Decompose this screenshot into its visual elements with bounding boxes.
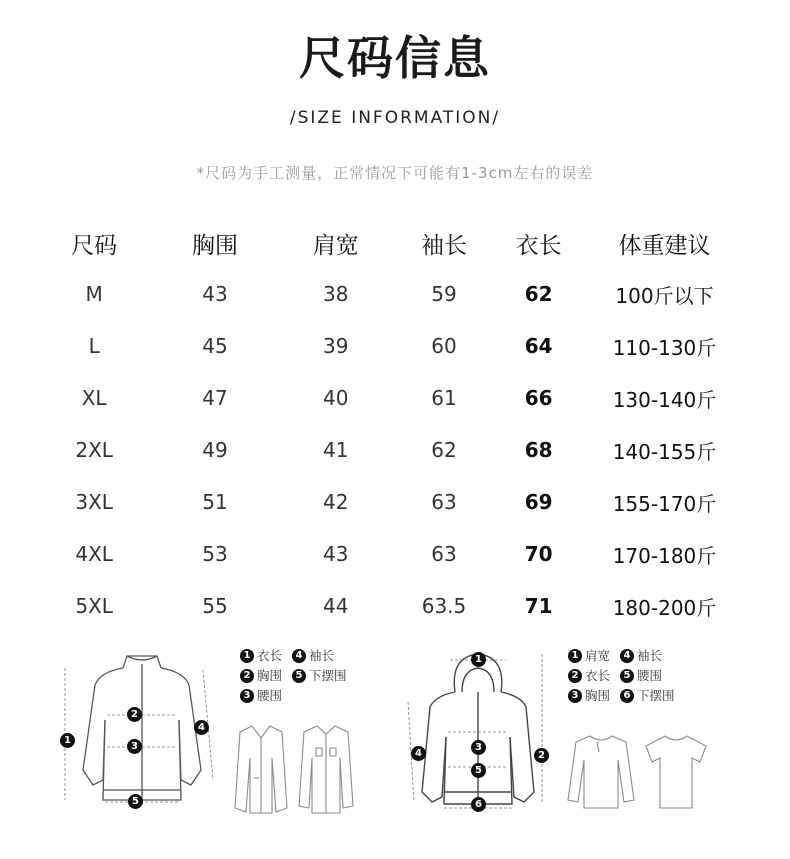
header-shoulder: 肩宽 (312, 232, 359, 259)
marker-3: 3 (471, 740, 486, 755)
cell-sleeve: 63.5 (421, 594, 467, 618)
legend-number: 5 (620, 669, 634, 683)
page-subtitle: /SIZE INFORMATION/ (289, 108, 501, 128)
marker-6: 6 (471, 797, 486, 812)
cell-length: 68 (524, 438, 553, 462)
cell-length: 69 (524, 490, 553, 514)
table-row (40, 424, 750, 476)
legend-left (240, 646, 347, 706)
legend-number: 2 (568, 669, 582, 683)
cell-shoulder: 42 (323, 490, 349, 514)
cell-size: 2XL (75, 438, 113, 462)
header-length: 衣长 (515, 232, 562, 259)
long-sleeve-tee-sketch-icon (564, 730, 638, 810)
header-weight: 体重建议 (618, 232, 711, 259)
table-row (40, 580, 750, 632)
marker-2: 2 (534, 748, 549, 763)
cell-length: 66 (524, 386, 553, 410)
cell-weight: 140-155斤 (612, 439, 717, 464)
cell-length: 70 (524, 542, 553, 566)
marker-1: 1 (60, 733, 75, 748)
cell-size: 4XL (75, 542, 113, 566)
cell-size: M (85, 282, 103, 306)
legend-label: 肩宽 (585, 648, 611, 663)
size-table (40, 218, 750, 632)
cell-sleeve: 59 (431, 282, 457, 306)
marker-4: 4 (194, 720, 209, 735)
tshirt-sketch-icon (640, 730, 712, 810)
cell-size: 5XL (75, 594, 113, 618)
legend-label: 下摆围 (637, 688, 675, 703)
legend-number: 1 (240, 649, 254, 663)
legend-label: 衣长 (257, 648, 283, 663)
legend-right (568, 646, 675, 706)
table-header-row (40, 218, 750, 268)
cell-sleeve: 61 (431, 386, 457, 410)
hoodie-measurement-diagram (400, 642, 560, 817)
legend-number: 2 (240, 669, 254, 683)
cell-weight: 180-200斤 (612, 595, 717, 620)
cell-shoulder: 43 (323, 542, 349, 566)
marker-1: 1 (471, 652, 486, 667)
header-chest: 胸围 (192, 232, 239, 259)
legend-number: 3 (240, 689, 254, 703)
cell-length: 64 (524, 334, 553, 358)
cell-weight: 100斤以下 (615, 283, 714, 308)
cell-chest: 49 (202, 438, 228, 462)
cell-sleeve: 63 (431, 490, 457, 514)
cell-shoulder: 38 (323, 282, 349, 306)
page-title: 尺码信息 (299, 31, 491, 85)
legend-number: 3 (568, 689, 582, 703)
cell-weight: 110-130斤 (612, 335, 717, 360)
cell-sleeve: 62 (431, 438, 457, 462)
legend-label: 胸围 (585, 688, 611, 703)
legend-number: 4 (292, 649, 306, 663)
legend-label: 袖长 (637, 648, 663, 663)
table-row (40, 268, 750, 320)
cell-length: 62 (524, 282, 553, 306)
shirt-sketch-icon (296, 718, 356, 816)
cell-shoulder: 39 (323, 334, 349, 358)
cell-chest: 51 (202, 490, 228, 514)
marker-3: 3 (127, 739, 142, 754)
legend-label: 下摆围 (309, 668, 347, 683)
legend-label: 胸围 (257, 668, 283, 683)
table-row (40, 320, 750, 372)
cell-chest: 47 (202, 386, 228, 410)
cell-chest: 55 (202, 594, 228, 618)
legend-number: 5 (292, 669, 306, 683)
cell-shoulder: 40 (323, 386, 349, 410)
legend-number: 4 (620, 649, 634, 663)
cell-sleeve: 63 (431, 542, 457, 566)
legend-label: 腰围 (257, 688, 283, 703)
marker-5: 5 (128, 794, 143, 809)
cell-weight: 130-140斤 (612, 387, 717, 412)
legend-label: 腰围 (637, 668, 663, 683)
legend-label: 衣长 (585, 668, 611, 683)
cell-weight: 155-170斤 (612, 491, 717, 516)
cell-length: 71 (524, 594, 553, 618)
header-sleeve: 袖长 (420, 232, 467, 259)
cell-size: L (88, 334, 100, 358)
table-row (40, 528, 750, 580)
cell-chest: 53 (202, 542, 228, 566)
cell-chest: 43 (202, 282, 228, 306)
legend-number: 6 (620, 689, 634, 703)
cell-sleeve: 60 (431, 334, 457, 358)
marker-5: 5 (471, 763, 486, 778)
marker-4: 4 (411, 746, 426, 761)
cell-shoulder: 41 (323, 438, 349, 462)
cell-size: XL (81, 386, 107, 410)
table-row (40, 476, 750, 528)
legend-number: 1 (568, 649, 582, 663)
cell-chest: 45 (202, 334, 228, 358)
legend-label: 袖长 (309, 648, 335, 663)
cell-size: 3XL (75, 490, 113, 514)
cell-weight: 170-180斤 (612, 543, 717, 568)
header-size: 尺码 (71, 232, 118, 259)
blazer-sketch-icon (232, 718, 290, 816)
measurement-note: *尺码为手工测量，正常情况下可能有1-3cm左右的误差 (196, 164, 594, 182)
marker-2: 2 (127, 707, 142, 722)
table-row (40, 372, 750, 424)
cell-shoulder: 44 (323, 594, 349, 618)
